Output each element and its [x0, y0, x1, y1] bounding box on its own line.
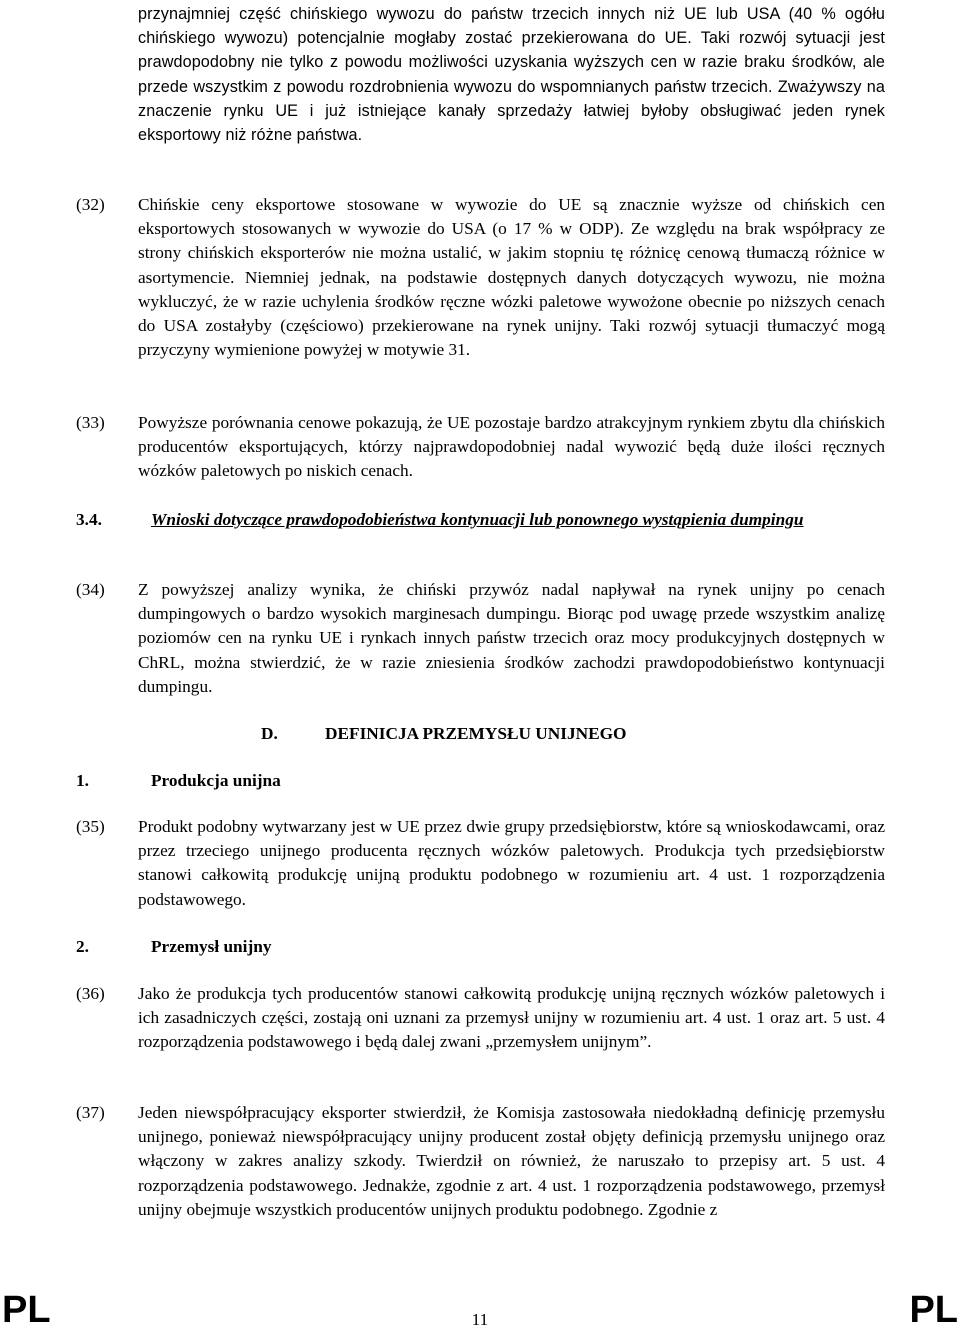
- paragraph-37: Jeden niewspółpracujący eksporter stwierdził, że Komisja zastosowała niedokładną definicję przemysłu unijnego, ponieważ niewspółpracujący unijny producent został objęty definicją przemysłu unijnego oraz włączony w zakres analizy szkody. Twierdził on również, że naruszało to przepisy art. 5 ust. 4 rozporządzenia podstawowego. Jednakże, zgodnie z art. 4 ust. 1 rozporządzenia podstawowego, przemysł unijny obejmuje wszystkich producentów unijnych produktu podobnego. Zgodnie z: [138, 1103, 885, 1219]
- footer-page-number: 11: [471, 1310, 489, 1329]
- paragraph-number-36: (36): [76, 984, 105, 1003]
- heading-2-number: 2.: [76, 937, 89, 956]
- continuation-paragraph: przynajmniej część chińskiego wywozu do państw trzecich innych niż UE lub USA (40 % ogółu chińskiego wywozu) potencjalnie mogłaby zostać przekierowana do UE. Taki rozwój sytuacji jest prawdopodobny nie tylko z powodu możliwości uzyskania wyższych cen w razie braku środków, ale przede wszystkim z powodu rozdrobnienia wywozu do wspomnianych państw trzecich. Zważywszy na znaczenie rynku UE i już istniejące kanały sprzedaży łatwiej byłoby obsługiwać jeden rynek eksportowy niż różne państwa.: [138, 5, 885, 145]
- paragraph-32: Chińskie ceny eksportowe stosowane w wywozie do UE są znacznie wyższe od chińskich cen eksportowych stosowanych w wywozie do USA (o 17 % w ODP). Ze względu na brak współpracy ze strony chińskich eksporterów nie można ustalić, w jakim stopniu tę różnicę cenową tłumaczą różnice w asortymencie. Niemniej jednak, na podstawie dostępnych danych dotyczących wywozu, nie można wykluczyć, że w razie uchylenia środków ręczne wózki paletowe wywożone obecnie po niższych cenach do USA zostałyby (częściowo) przekierowane na rynek unijny. Taki rozwój sytuacji tłumaczyć mogą przyczyny wymienione powyżej w motywie 31.: [138, 195, 885, 360]
- paragraph-36: Jako że produkcja tych producentów stanowi całkowitą produkcję unijną ręcznych wózków paletowych i ich zasadniczych części, zostają oni uznani za przemysł unijny w rozumieniu art. 4 ust. 1 oraz art. 5 ust. 4 rozporządzenia podstawowego i będą dalej zwani „przemysłem unijnym”.: [138, 984, 885, 1052]
- section-d-title: DEFINICJA PRZEMYSŁU UNIJNEGO: [325, 724, 627, 743]
- paragraph-34: Z powyższej analizy wynika, że chiński przywóz nadal napływał na rynek unijny po cenach dumpingowych o bardzo wysokich marginesach dumpingu. Biorąc pod uwagę przede wszystkim analizę poziomów cen na rynku UE i rynkach innych państw trzecich oraz mocy produkcyjnych dostępnych w ChRL, można stwierdzić, że w razie zniesienia środków zachodzi prawdopodobieństwo kontynuacji dumpingu.: [138, 580, 885, 696]
- paragraph-number-35: (35): [76, 817, 105, 836]
- footer-language-left: PL: [2, 1289, 51, 1331]
- paragraph-number-37: (37): [76, 1103, 105, 1122]
- paragraph-number-33: (33): [76, 413, 105, 432]
- heading-3-4: Wnioski dotyczące prawdopodobieństwa kontynuacji lub ponownego wystąpienia dumpingu: [151, 510, 804, 529]
- paragraph-number-32: (32): [76, 195, 105, 214]
- footer-language-right: PL: [909, 1289, 958, 1331]
- paragraph-33: Powyższe porównania cenowe pokazują, że UE pozostaje bardzo atrakcyjnym rynkiem zbytu dla chińskich producentów eksportujących, którzy najprawdopodobniej nadal wywozić będą duże ilości ręcznych wózków paletowych po niskich cenach.: [138, 413, 885, 481]
- paragraph-35: Produkt podobny wytwarzany jest w UE przez dwie grupy przedsiębiorstw, które są wnioskodawcami, oraz przez trzeciego unijnego producenta ręcznych wózków paletowych. Produkcja tych przedsiębiorstw stanowi całkowitą produkcję unijną produktu podobnego w rozumieniu art. 4 ust. 1 rozporządzenia podstawowego.: [138, 817, 885, 909]
- heading-1: Produkcja unijna: [151, 771, 281, 790]
- heading-1-number: 1.: [76, 771, 89, 790]
- heading-3-4-number: 3.4.: [76, 510, 102, 529]
- section-d-letter: D.: [261, 724, 278, 743]
- heading-2: Przemysł unijny: [151, 937, 272, 956]
- section-d-heading: [261, 722, 627, 746]
- paragraph-number-34: (34): [76, 580, 105, 599]
